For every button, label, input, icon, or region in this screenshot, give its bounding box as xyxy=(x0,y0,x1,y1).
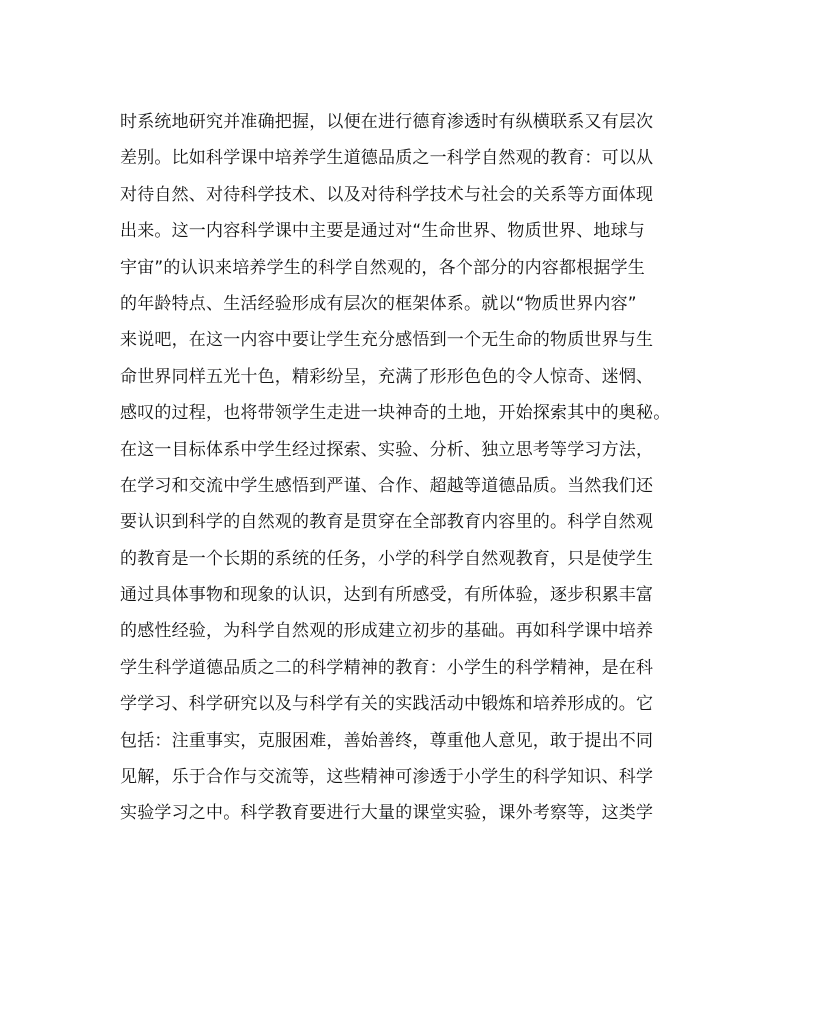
text-line: 见解，乐于合作与交流等，这些精神可渗透于小学生的科学知识、科学 xyxy=(120,767,654,788)
text-line: 命世界同样五光十色，精彩纷呈，充满了形形色色的令人惊奇、迷惘、 xyxy=(120,366,654,387)
text-line: 学学习、科学研究以及与科学有关的实践活动中锻炼和培养形成的。它 xyxy=(120,694,654,715)
text-line: 出来。这一内容科学课中主要是通过对“生命世界、物质世界、地球与 xyxy=(120,221,646,242)
text-line: 宇宙”的认识来培养学生的科学自然观的，各个部分的内容都根据学生 xyxy=(120,257,646,278)
text-line: 在学习和交流中学生感悟到严谨、合作、超越等道德品质。当然我们还 xyxy=(120,475,654,496)
text-line: 学生科学道德品质之二的科学精神的教育：小学生的科学精神，是在科 xyxy=(120,657,654,678)
text-line: 的感性经验，为科学自然观的形成建立初步的基础。再如科学课中培养 xyxy=(120,621,654,642)
text-line: 时系统地研究并准确把握，以便在进行德育渗透时有纵横联系又有层次 xyxy=(120,112,654,132)
text-line: 要认识到科学的自然观的教育是贯穿在全部教育内容里的。科学自然观 xyxy=(120,512,654,533)
body-paragraph xyxy=(120,104,700,832)
text-line: 感叹的过程，也将带领学生走进一块神奇的土地，开始探索其中的奥秘。 xyxy=(120,403,671,424)
text-line: 差别。比如科学课中培养学生道德品质之一科学自然观的教育：可以从 xyxy=(120,148,654,169)
text-line: 通过具体事物和现象的认识，达到有所感受，有所体验，逐步积累丰富 xyxy=(120,585,654,606)
text-line: 的教育是一个长期的系统的任务，小学的科学自然观教育，只是使学生 xyxy=(120,548,654,569)
text-line: 对待自然、对待科学技术、以及对待科学技术与社会的关系等方面体现 xyxy=(120,184,654,205)
text-line: 实验学习之中。科学教育要进行大量的课堂实验，课外考察等，这类学 xyxy=(120,803,654,824)
text-line: 的年龄特点、生活经验形成有层次的框架体系。就以“物质世界内容” xyxy=(120,293,637,314)
text-line: 来说吧，在这一内容中要让学生充分感悟到一个无生命的物质世界与生 xyxy=(120,330,654,351)
text-line: 包括：注重事实，克服困难，善始善终，尊重他人意见，敢于提出不同 xyxy=(120,730,654,751)
text-line: 在这一目标体系中学生经过探索、实验、分析、独立思考等学习方法， xyxy=(120,439,654,460)
